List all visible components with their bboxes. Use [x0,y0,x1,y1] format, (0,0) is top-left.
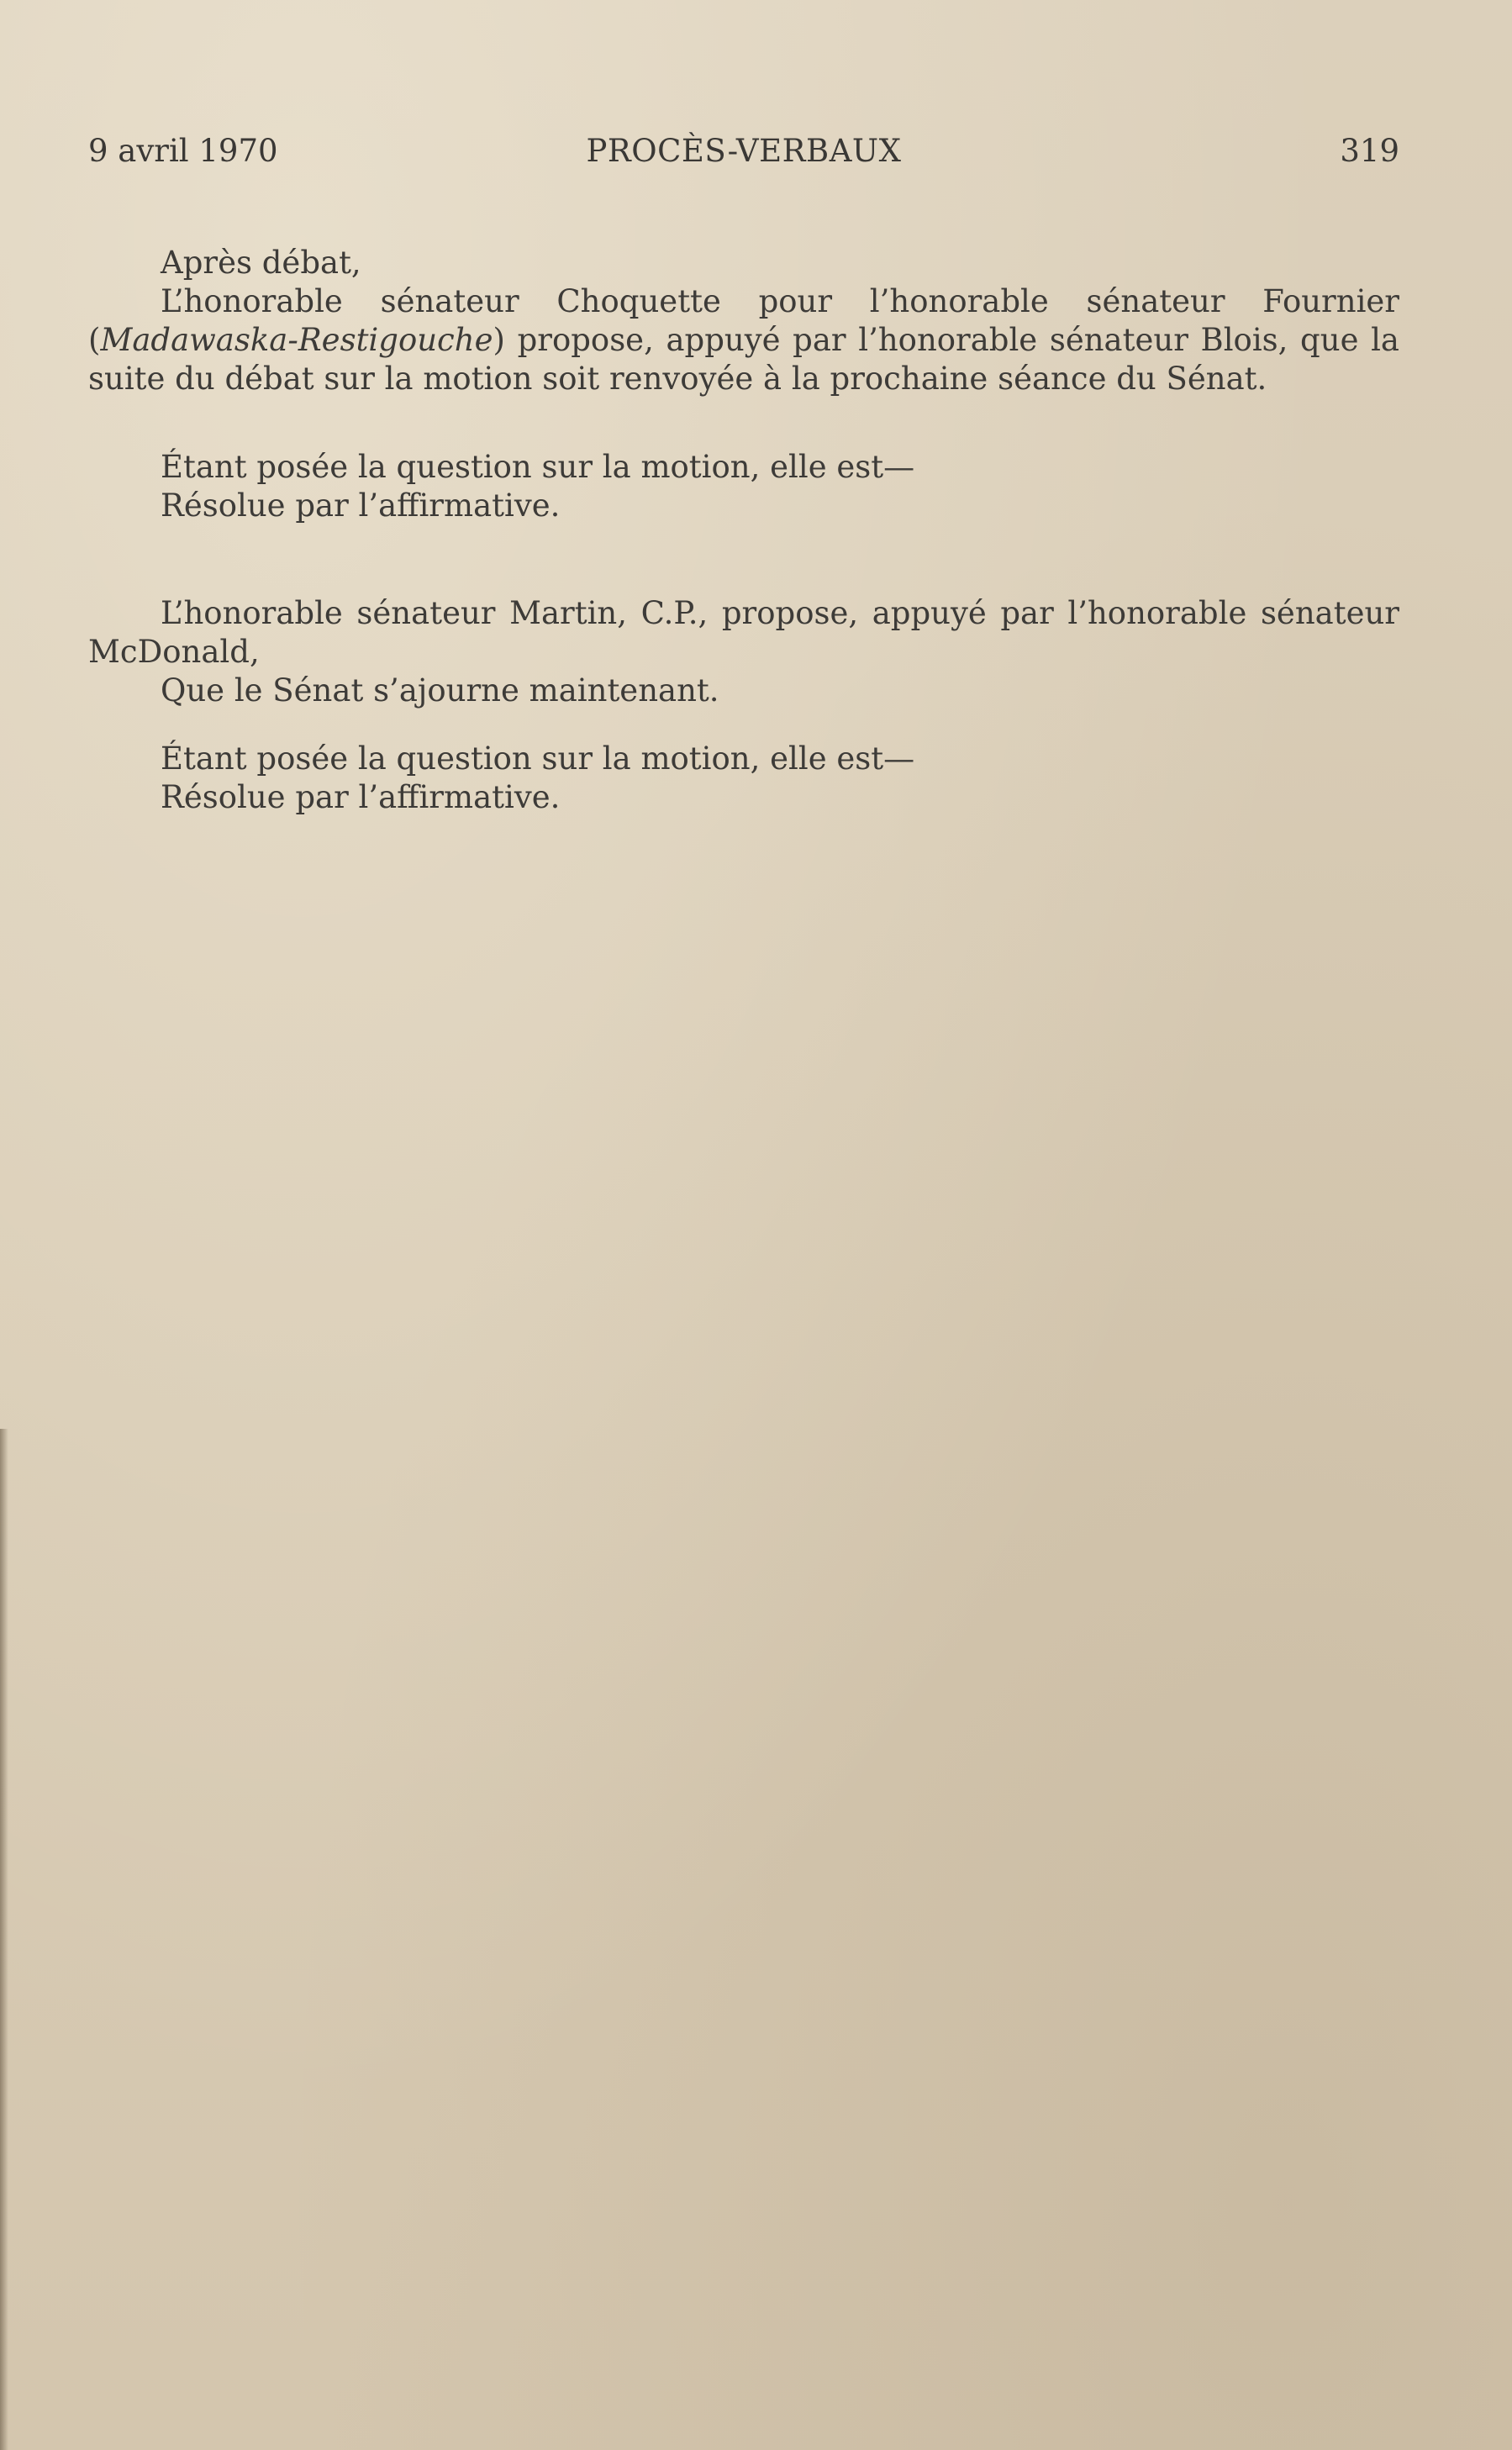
page-number: 319 [1340,133,1399,169]
page-edge-shadow [0,1429,8,2450]
section-question-1 [88,448,1399,525]
motion-text-part2: ) propose, appuyé par l’honorable sénateur Blois, que la suite du débat sur la motion soit renvoyée à la prochaine séance du Sénat. [88,322,1399,397]
motion-text-ajourne: Que le Sénat s’ajourne maintenant. [161,672,719,709]
apres-debat-line: Après débat, [161,245,361,281]
question-line: Étant posée la question sur la motion, elle est— [161,449,915,485]
motion-paragraph-martin: L’honorable sénateur Martin, C.P., propose, appuyé par l’honorable sénateur McDonald, [88,595,1399,670]
motion-text-italic: Madawaska-Restigouche [100,322,493,358]
result-line: Résolue par l’affirmative. [161,779,561,815]
motion-paragraph-choquette [88,282,1399,398]
result-line: Résolue par l’affirmative. [161,487,561,524]
question-line: Étant posée la question sur la motion, elle est— [161,740,915,777]
section-apres-debat [88,244,1399,398]
section-question-2 [88,740,1399,817]
header-title: PROCÈS-VERBAUX [586,133,902,169]
page-header [88,130,1399,172]
section-ajournement [88,594,1399,710]
header-date: 9 avril 1970 [88,133,278,169]
motion-text-part1: L’honorable sénateur Choquette pour l’honorable sénateur Fournier ( [88,283,1399,358]
